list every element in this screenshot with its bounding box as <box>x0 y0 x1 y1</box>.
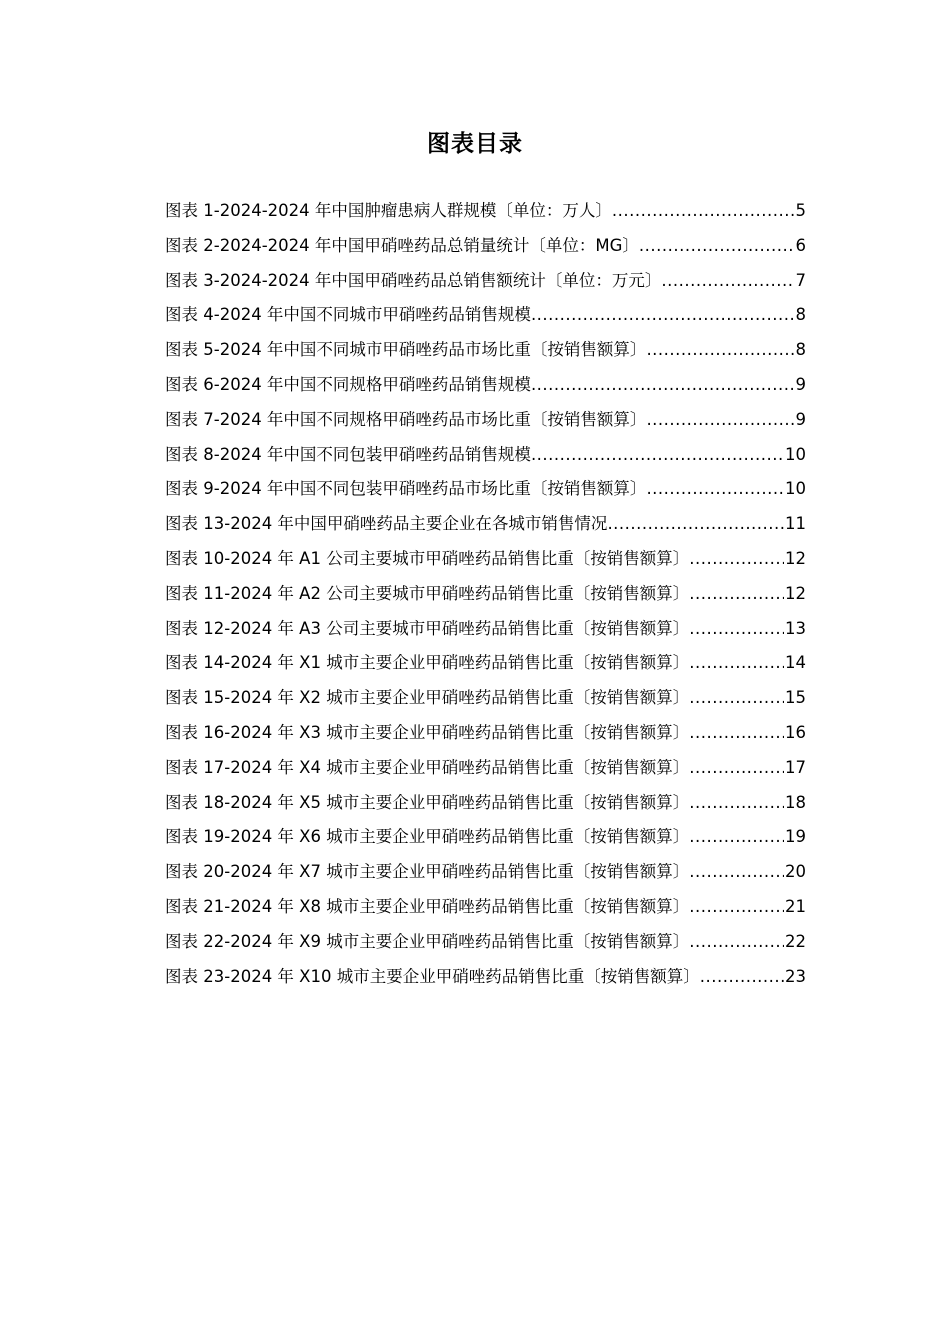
toc-entry-page-number: 12 <box>785 548 806 568</box>
toc-entry-page-number: 5 <box>795 201 806 220</box>
toc-list <box>165 197 806 997</box>
toc-dot-leader <box>639 232 795 260</box>
toc-dot-leader <box>661 267 794 295</box>
toc-entry[interactable] <box>165 510 806 545</box>
toc-entry[interactable] <box>165 823 806 858</box>
toc-entry-text: 图表 9-2024 年中国不同包装甲硝唑药品市场比重〔按销售额算〕 <box>165 479 647 499</box>
toc-dot-leader <box>646 336 794 364</box>
toc-entry[interactable] <box>165 336 806 371</box>
toc-dot-leader <box>689 719 784 747</box>
toc-entry[interactable] <box>165 580 806 615</box>
toc-dot-leader <box>531 441 784 469</box>
toc-entry-page-number: 10 <box>785 444 806 464</box>
toc-dot-leader <box>689 789 784 817</box>
toc-entry-page-number: 9 <box>795 374 806 394</box>
toc-dot-leader <box>646 475 784 503</box>
toc-entry-page-number: 12 <box>785 583 806 603</box>
toc-dot-leader <box>689 858 784 886</box>
toc-entry[interactable] <box>165 371 806 406</box>
toc-entry[interactable] <box>165 963 806 998</box>
toc-entry[interactable] <box>165 649 806 684</box>
toc-dot-leader <box>646 406 794 434</box>
toc-entry-text: 图表 21-2024 年 X8 城市主要企业甲硝唑药品销售比重〔按销售额算〕 <box>165 896 690 916</box>
toc-entry-page-number: 10 <box>785 479 806 499</box>
toc-entry[interactable] <box>165 232 806 267</box>
toc-entry[interactable] <box>165 475 806 510</box>
toc-entry-page-number: 22 <box>785 931 806 951</box>
toc-dot-leader <box>612 197 795 225</box>
toc-entry-text: 图表 1-2024-2024 年中国肿瘤患病人群规模〔单位：万人〕 <box>165 201 612 220</box>
toc-entry-text: 图表 5-2024 年中国不同城市甲硝唑药品市场比重〔按销售额算〕 <box>165 340 647 360</box>
toc-entry[interactable] <box>165 858 806 893</box>
toc-entry-page-number: 14 <box>785 653 806 673</box>
toc-entry-page-number: 9 <box>795 409 806 429</box>
toc-entry-text: 图表 4-2024 年中国不同城市甲硝唑药品销售规模 <box>165 305 531 325</box>
toc-dot-leader <box>689 823 784 851</box>
toc-entry-text: 图表 17-2024 年 X4 城市主要企业甲硝唑药品销售比重〔按销售额算〕 <box>165 757 690 777</box>
toc-entry-page-number: 8 <box>795 340 806 360</box>
toc-entry-text: 图表 8-2024 年中国不同包装甲硝唑药品销售规模 <box>165 444 531 464</box>
toc-entry-text: 图表 18-2024 年 X5 城市主要企业甲硝唑药品销售比重〔按销售额算〕 <box>165 792 690 812</box>
toc-entry-page-number: 19 <box>785 827 806 847</box>
toc-dot-leader <box>689 893 784 921</box>
toc-entry[interactable] <box>165 301 806 336</box>
toc-entry-page-number: 15 <box>785 688 806 708</box>
toc-entry-text: 图表 22-2024 年 X9 城市主要企业甲硝唑药品销售比重〔按销售额算〕 <box>165 931 690 951</box>
toc-entry[interactable] <box>165 441 806 476</box>
toc-entry-text: 图表 2-2024-2024 年中国甲硝唑药品总销量统计〔单位：MG〕 <box>165 235 639 255</box>
toc-dot-leader <box>689 754 784 782</box>
toc-entry[interactable] <box>165 684 806 719</box>
toc-entry[interactable] <box>165 267 806 302</box>
toc-entry-page-number: 21 <box>785 896 806 916</box>
toc-entry[interactable] <box>165 928 806 963</box>
toc-dot-leader <box>689 580 784 608</box>
toc-entry-text: 图表 11-2024 年 A2 公司主要城市甲硝唑药品销售比重〔按销售额算〕 <box>165 583 690 603</box>
toc-entry[interactable] <box>165 754 806 789</box>
toc-dot-leader <box>700 963 784 991</box>
toc-entry-page-number: 11 <box>785 514 806 534</box>
toc-entry-text: 图表 20-2024 年 X7 城市主要企业甲硝唑药品销售比重〔按销售额算〕 <box>165 862 690 882</box>
toc-entry-page-number: 20 <box>785 862 806 882</box>
toc-entry-page-number: 6 <box>795 235 806 255</box>
toc-entry-text: 图表 3-2024-2024 年中国甲硝唑药品总销售额统计〔单位：万元〕 <box>165 270 662 290</box>
toc-entry[interactable] <box>165 545 806 580</box>
toc-entry-text: 图表 13-2024 年中国甲硝唑药品主要企业在各城市销售情况 <box>165 514 608 534</box>
toc-entry-text: 图表 10-2024 年 A1 公司主要城市甲硝唑药品销售比重〔按销售额算〕 <box>165 548 690 568</box>
toc-entry-text: 图表 15-2024 年 X2 城市主要企业甲硝唑药品销售比重〔按销售额算〕 <box>165 688 690 708</box>
toc-entry-text: 图表 16-2024 年 X3 城市主要企业甲硝唑药品销售比重〔按销售额算〕 <box>165 722 690 742</box>
toc-dot-leader <box>531 301 795 329</box>
toc-entry-page-number: 23 <box>785 966 806 986</box>
toc-dot-leader <box>689 545 784 573</box>
toc-dot-leader <box>689 928 784 956</box>
toc-entry-page-number: 13 <box>785 618 806 638</box>
toc-entry-page-number: 17 <box>785 757 806 777</box>
toc-entry[interactable] <box>165 789 806 824</box>
toc-entry[interactable] <box>165 406 806 441</box>
toc-entry[interactable] <box>165 893 806 928</box>
toc-entry-page-number: 7 <box>795 270 806 290</box>
toc-dot-leader <box>531 371 795 399</box>
toc-dot-leader <box>689 684 784 712</box>
toc-entry-text: 图表 19-2024 年 X6 城市主要企业甲硝唑药品销售比重〔按销售额算〕 <box>165 827 690 847</box>
toc-entry-page-number: 18 <box>785 792 806 812</box>
toc-entry-text: 图表 6-2024 年中国不同规格甲硝唑药品销售规模 <box>165 374 531 394</box>
toc-dot-leader <box>607 510 784 538</box>
toc-entry[interactable] <box>165 197 806 232</box>
toc-title: 图表目录 <box>427 131 523 157</box>
toc-entry-page-number: 16 <box>785 722 806 742</box>
toc-entry-text: 图表 7-2024 年中国不同规格甲硝唑药品市场比重〔按销售额算〕 <box>165 409 647 429</box>
toc-entry-text: 图表 23-2024 年 X10 城市主要企业甲硝唑药品销售比重〔按销售额算〕 <box>165 966 700 986</box>
toc-dot-leader <box>689 615 784 643</box>
toc-entry-text: 图表 12-2024 年 A3 公司主要城市甲硝唑药品销售比重〔按销售额算〕 <box>165 618 690 638</box>
toc-dot-leader <box>689 649 784 677</box>
toc-entry-text: 图表 14-2024 年 X1 城市主要企业甲硝唑药品销售比重〔按销售额算〕 <box>165 653 690 673</box>
toc-entry[interactable] <box>165 719 806 754</box>
toc-entry[interactable] <box>165 615 806 650</box>
toc-entry-page-number: 8 <box>795 305 806 325</box>
